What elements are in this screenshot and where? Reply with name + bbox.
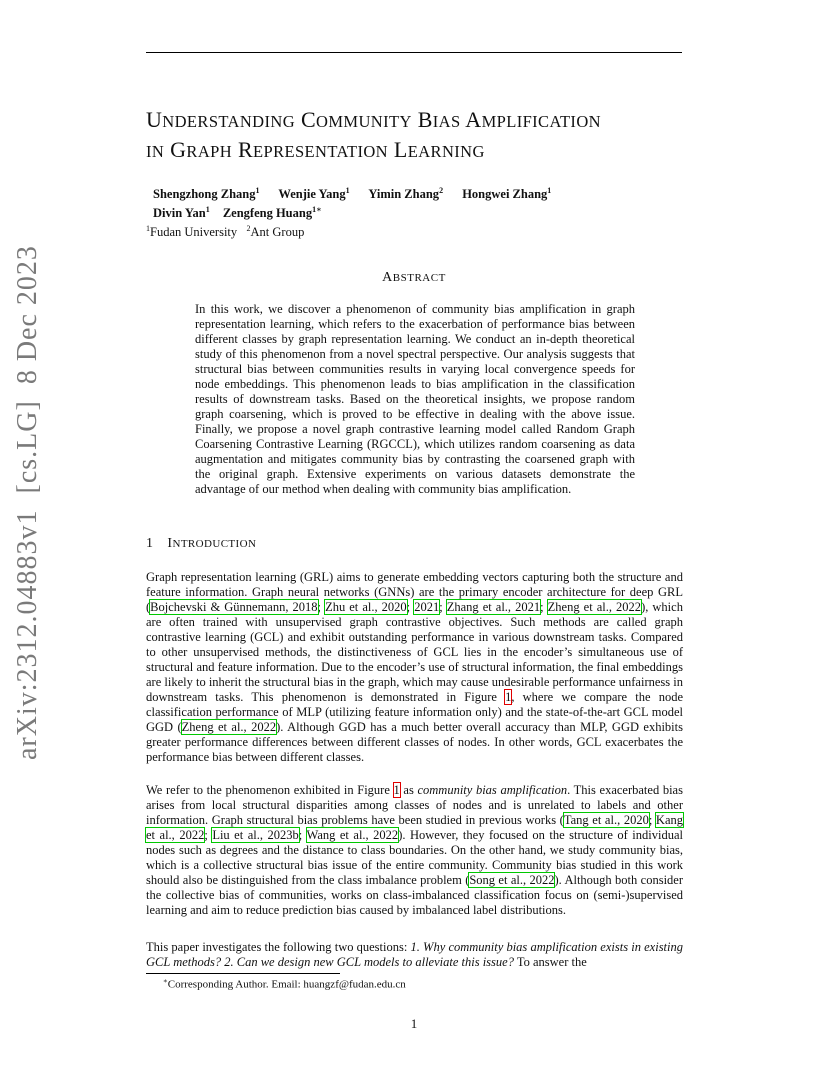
citation-link[interactable]: 2021 — [414, 600, 440, 614]
citation-link[interactable]: Liu et al., 2023b — [212, 828, 299, 842]
page-number: 1 — [410, 1016, 418, 1031]
intro-paragraph-1: Graph representation learning (GRL) aims to generate embedding vectors capturing both the structure and feature information. Graph neural networks (GNNs) are the primary encoder architecture for deep GRL (Bojchevski & Günnemann, 2018; Zhu et al., 2020; 2021; Zhang et al., 2021; Zheng et al., 2022), which are often trained with unsupervised graph contrastive objectives. Such methods are called graph contrastive learning (GCL) and exhibit outstanding performance in various downstream tasks. Compared to other unsupervised methods, the distinctiveness of GCL lies in the encoder’s simultaneous use of structural and feature information. Due to the encoder’s use of structural information, the final embeddings are likely to inherit the structural bias in the graph, which may cause undesirable performance unfairness in downstream tasks. This phenomenon is demonstrated in Figure 1, where we compare the node classification performance of MLP (utilizing feature information only) and the state-of-the-art GCL model GGD (Zheng et al., 2022). Although GGD has a much better overall accuracy than MLP, GGD exhibits greater performance differences between different classes of nodes. In other words, GCL exacerbates the performance bias between different classes. — [146, 570, 683, 764]
intro-paragraph-3: This paper investigates the following two questions: 1. Why community bias amplification exists in existing GCL methods? 2. Can we design new GCL models to alleviate this issue? To answer the — [146, 940, 684, 969]
abstract-text: In this work, we discover a phenomenon of community bias amplification in graph representation learning, which refers to the exacerbation of performance bias between different classes by graph representation learning. We conduct an in-depth theoretical study of this phenomenon from a novel spectral perspective. Our analysis suggests that structural bias between communities results in varying local convergence speeds for node embeddings. This phenomenon leads to bias amplification in the classification results of downstream tasks. Based on the theoretical insights, we propose random graph coarsening, which is proved to be effective in dealing with the above issue. Finally, we propose a novel graph contrastive learning model called Random Graph Coarsening Contrastive Learning (RGCCL), which utilizes random coarsening as data augmentation and mitigates community bias by contrasting the coarsened graph with the original graph. Extensive experiments on various datasets demonstrate the advantage of our method when dealing with community bias amplification. — [195, 302, 635, 496]
author-name: Zengfeng Huang$^{1∗}$ — [222, 205, 322, 221]
citation-link[interactable]: Wang et al., 2022 — [306, 828, 399, 842]
paper-title: UNDERSTANDING COMMUNITY BIAS AMPLIFICATION IN GRAPH REPRESENTATION LEARNING — [146, 107, 601, 162]
footnote-rule — [146, 973, 340, 974]
citation-link[interactable]: Kang et al., 2022 — [146, 813, 683, 842]
intro-paragraph-2: We refer to the phenomenon exhibited in Figure 1 as community bias amplification. This exacerbated bias arises from local structural disparities among classes of nodes and is unrelated to labels and other information. Graph structural bias problems have been studied in previous works (Tang et al., 2020; Kang et al., 2022; Liu et al., 2023b; Wang et al., 2022). However, they focused on the structure of individual nodes such as degrees and the distance to class boundaries. On the other hand, we study community bias, which is a collective structural bias issue of the entire community. Community bias studied in this work should also be distinguished from the class imbalance problem (Song et al., 2022). Although both consider the collective bias of communities, works on class-imbalanced classification focus on (semi-)supervised learning and aim to reduce prediction bias caused by imbalanced label distributions. — [146, 783, 683, 917]
section-heading: 1 INTRODUCTION — [146, 536, 257, 551]
citation-link[interactable]: Tang et al., 2020 — [563, 813, 649, 827]
author-name: Yimin Zhang$^2$ — [368, 186, 444, 202]
citation-link[interactable]: Zhu et al., 2020 — [325, 600, 407, 614]
figure-link[interactable]: 1 — [505, 690, 512, 704]
author-name: Wenjie Yang$^1$ — [278, 186, 350, 202]
citation-link[interactable]: Zheng et al., 2022 — [547, 600, 642, 614]
author-name: Hongwei Zhang$^1$ — [462, 186, 552, 202]
author-block — [146, 183, 567, 240]
top-rule — [146, 52, 682, 53]
citation-link[interactable]: Bojchevski & Günnemann, 2018 — [150, 600, 318, 614]
footnote: ∗Corresponding Author. Email: huangzf@fudan.edu.cn — [163, 977, 406, 991]
author-name: Shengzhong Zhang$^1$ — [153, 186, 260, 202]
author-name: Divin Yan$^1$ — [153, 205, 210, 221]
citation-link[interactable]: Song et al., 2022 — [469, 873, 555, 887]
citation-link[interactable]: Zhang et al., 2021 — [446, 600, 541, 614]
abstract-heading: ABSTRACT — [382, 270, 446, 285]
figure-link[interactable]: 1 — [393, 783, 400, 797]
arxiv-stamp: arXiv:2312.04883v1 [cs.LG] 8 Dec 2023 — [12, 245, 43, 760]
citation-link[interactable]: Zheng et al., 2022 — [181, 720, 277, 734]
affiliations: $^1$Fudan University $^2$Ant Group — [146, 224, 305, 240]
